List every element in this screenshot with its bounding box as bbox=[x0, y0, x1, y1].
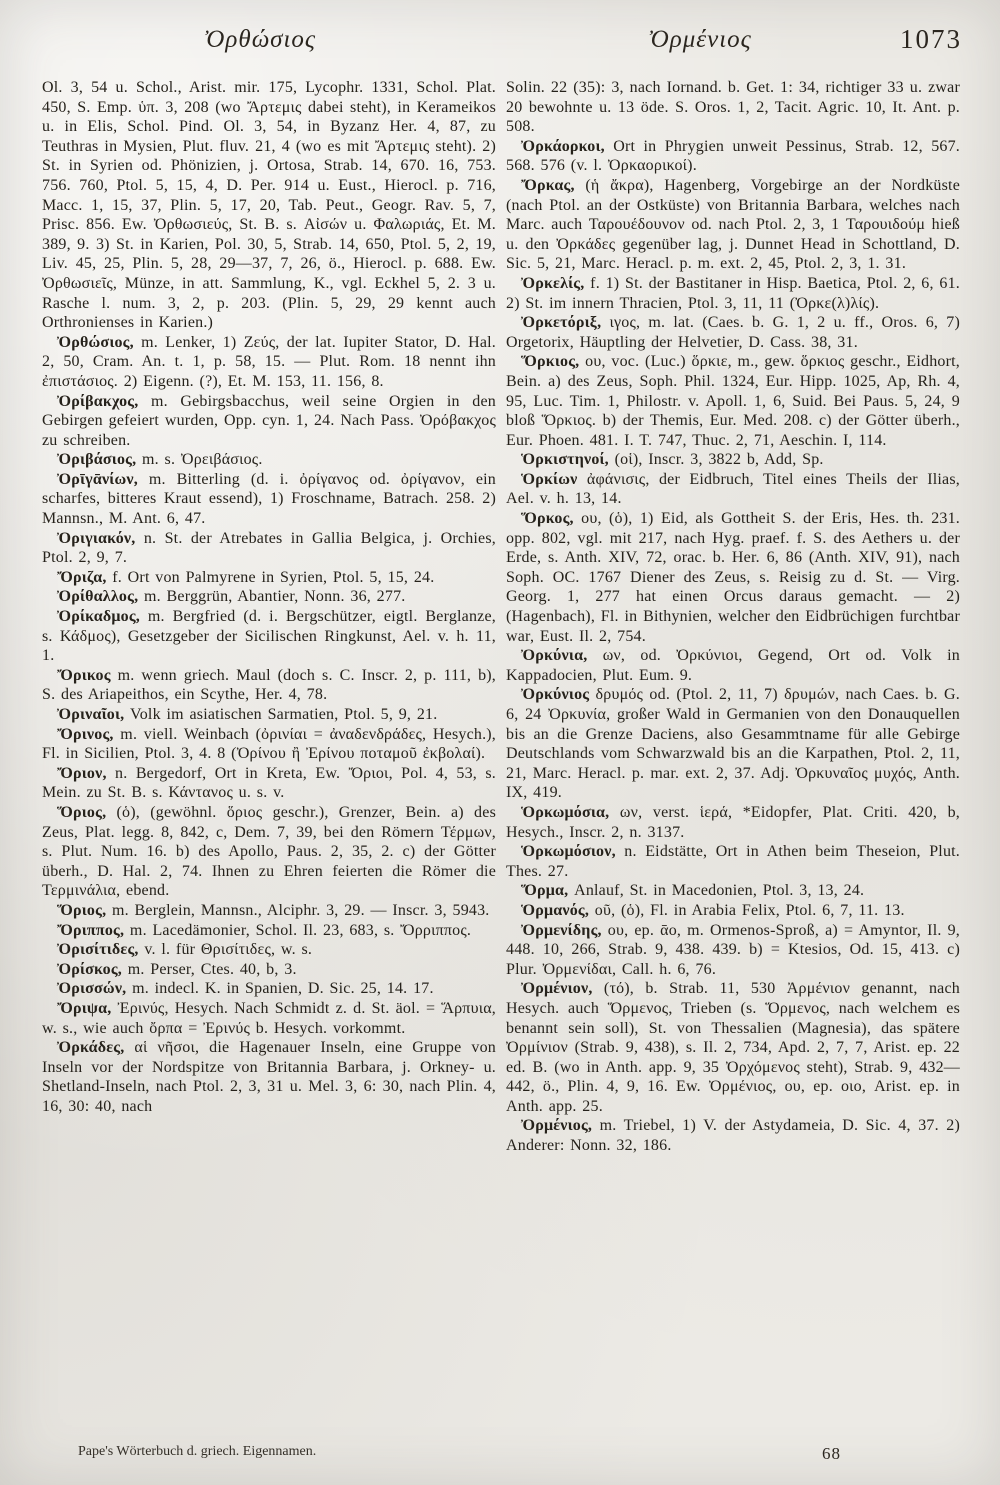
entry-headword: Ὀρίβακχος, bbox=[57, 392, 139, 410]
dictionary-entry: Ὀρκάδες, αἱ νῆσοι, die Hagenauer Inseln, eine Gruppe von Inseln vor der Nordspitze von Britannia Barbara, j. Orkney- u. Shetland-Inseln, nach Ptol. 2, 3, 31 u. Mel. 3, 6: 30, nach Plin. 4, 16, 30: 40, nach bbox=[42, 1039, 496, 1115]
dictionary-entry: Ὀρίθαλλος, m. Berggrün, Abantier, Nonn. 36, 277. bbox=[57, 588, 406, 606]
entry-headword: Ὀριγιακόν, bbox=[57, 529, 136, 547]
entry-headword: Ὀρίκαδμος, bbox=[57, 608, 141, 626]
dictionary-entry: Ὀρίσκος, m. Perser, Ctes. 40, b, 3. bbox=[57, 960, 297, 978]
entry-headword: Ὄρινος, bbox=[57, 725, 114, 743]
entry-headword: Ὀρκελίς, bbox=[521, 274, 585, 292]
dictionary-entry: Ὅριος, (ὁ), (gewöhnl. ὅριος geschr.), Grenzer, Bein. a) des Zeus, Plat. legg. 8, 842, c, Dem. 7, 39, bei den Römern Τέρμων, s. Plut. Num. 16. b) des Apollo, Paus. 2, 35, 2. c) der Götter überh., D. Hal. 2, 74. Ihnen zu Ehren feierten die Römer die Τερμινάλια, ebend. bbox=[42, 803, 496, 900]
entry-headword: Ὀρμένιος, bbox=[521, 1117, 593, 1135]
entry-headword: Ὀρισίτιδες, bbox=[57, 941, 139, 959]
dictionary-entry: Ὀρκετόριξ, ιγος, m. lat. (Caes. b. G. 1, 2 u. ff., Oros. 6, 7) Orgetorix, Häuptling der Helvetier, D. Cass. 38, 31. bbox=[506, 314, 960, 351]
dictionary-entry: Ὀριβάσιος, m. s. Ὀρειβάσιος. bbox=[57, 451, 263, 469]
sheet-signature-number: 68 bbox=[822, 1444, 841, 1463]
dictionary-entry: Ὀρῑγᾱνίων, m. Bitterling (d. i. ὀρίγανος od. ὀρίγανον, ein scharfes, bitteres Kraut essend), 1) Froschname, Batrach. 258. 2) Mannsn., M. Ant. 6, 47. bbox=[42, 470, 496, 528]
entry-headword: Ὀρθώσιος, bbox=[57, 333, 134, 351]
entry-headword: Ὀρκάδες, bbox=[57, 1039, 125, 1057]
dictionary-entry: Ὅριος, m. Berglein, Mannsn., Alciphr. 3, 29. — Inscr. 3, 5943. bbox=[57, 901, 490, 919]
entry-headword: Ὅρκος, bbox=[521, 510, 574, 528]
entry-headword: Ὅρμα, bbox=[521, 882, 569, 900]
dictionary-entry: Ὄρκας, (ἡ ἄκρα), Hagenberg, Vorgebirge an der Nordküste (nach Ptol. an der Ostküste) von Britannia Barbara, welches nach Marc. auch Ταρουέδουνον od. nach Ptol. 2, 3, 1 Ταρουιδούμ hieß u. den Ὀρκάδες gegenüber lag, j. Dunnet Head in Schottland, D. Sic. 5, 21, Marc. Heracl. p. m. ext. 2, 45, Ptol. 2, 3, 1. 31. bbox=[506, 176, 960, 273]
entry-headword: Ὁρκίων bbox=[521, 470, 578, 488]
dictionary-entry: Ὀριγιακόν, n. St. der Atrebates in Gallia Belgica, j. Orchies, Ptol. 2, 9, 7. bbox=[42, 529, 496, 567]
entry-headword: Ὁρμανός, bbox=[521, 901, 590, 919]
footer-imprint: Pape's Wörterbuch d. griech. Eigennamen. bbox=[78, 1444, 317, 1459]
dictionary-entry: Ὀρισίτιδες, v. l. für Θρισίτιδες, w. s. bbox=[57, 941, 313, 959]
entry-headword: Ὄρκας, bbox=[521, 176, 575, 194]
dictionary-entry: Ὀρίβακχος, m. Gebirgsbacchus, weil seine Orgien in den Gebirgen gefeiert wurden, Opp. cyn. 1, 24. Nach Pass. Ὀρόβακχος zu schreiben. bbox=[42, 392, 496, 449]
dictionary-entry: Ὀρθώσιος, m. Lenker, 1) Ζεύς, der lat. Iupiter Stator, D. Hal. 2, 50, Cram. An. t. 1, p. 58, 15. — Plut. Rom. 18 nennt ihn ἐπιστάσιος. 2) Eigenn. (?), Et. M. 153, 11. 156, 8. bbox=[42, 333, 496, 390]
dictionary-entry: Ὀρμενίδης, ου, ep. ᾱο, m. Ormenos-Sproß, a) = Amyntor, Il. 9, 448. 10, 266, Strab. 9, 438. 439. b) = Ktesios, Od. 15, 413. c) Plur. Ὀρμενίδαι, Call. h. 6, 76. bbox=[506, 921, 960, 978]
dictionary-entry: Ὀρκάορκοι, Ort in Phrygien unweit Pessinus, Strab. 12, 567. 568. 576 (v. l. Ὀρκαορικοί). bbox=[506, 137, 960, 175]
entry-headword: Ὅριος, bbox=[57, 803, 107, 821]
running-head-right: Ὀρμένιος bbox=[648, 26, 752, 53]
dictionary-entry: Ὀρμένιον, (τό), b. Strab. 11, 530 Ἀρμένιον genannt, nach Hesych. auch Ὅρμενος, Trieben (s. Ὅρμενος, nach welchem es benannt sein soll), St. von Thessalien (Magnesia), das spätere Ὀρμίνιον (Strab. 9, 438), s. Il. 2, 734, Apd. 2, 7, 7, Arist. ep. 22 ed. B. (wo in Anth. app. 9, 35 Ὀρχόμενος steht), Strab. 9, 432—442, ö., Plin. 4, 9, 16. Ew. Ὀρμένιος, ου, ep. οιο, Arist. ep. in Anth. app. 25. bbox=[506, 980, 960, 1115]
dictionary-entry: Ὀρίκαδμος, m. Bergfried (d. i. Bergschützer, eigtl. Berglanze, s. Κάδμος), Gesetzgeber der Sicilischen Ringkunst, Ael. v. h. 11, 1. bbox=[42, 608, 496, 665]
dictionary-entry: Ὄριππος, m. Lacedämonier, Schol. Il. 23, 683, s. Ὄρριππος. bbox=[57, 921, 472, 939]
dictionary-entry: Ὄρικος m. wenn griech. Maul (doch s. C. Inscr. 2, p. 111, b), S. des Ariapeithos, ein Scythe, Her. 4, 78. bbox=[42, 666, 496, 704]
entry-headword: Ὄρικος bbox=[57, 666, 111, 684]
entry-headword: Ὁρκιστηνοί, bbox=[521, 451, 609, 469]
dictionary-entry: Ὅρμα, Anlauf, St. in Macedonien, Ptol. 3, 13, 24. bbox=[521, 882, 865, 900]
entry-headword: Ὀρκάορκοι, bbox=[521, 137, 605, 155]
dictionary-entry: Ὁρκωμόσιον, n. Eidstätte, Ort in Athen beim Theseion, Plut. Thes. 27. bbox=[506, 843, 960, 880]
dictionary-entry: Ὁρμανός, οῦ, (ὁ), Fl. in Arabia Felix, Ptol. 6, 7, 11. 13. bbox=[521, 901, 905, 919]
dictionary-entry: Ὄριψα, Ἐρινύς, Hesych. Nach Schmidt z. d. St. äol. = Ἅρπυια, w. s., wie auch ὄρπα = Ἐρινύς b. Hesych. vorkommt. bbox=[42, 999, 496, 1037]
dictionary-entry: Ὄριον, n. Bergedorf, Ort in Kreta, Ew. Ὄριοι, Pol. 4, 53, s. Mein. zu St. B. s. Κάντανος u. s. v. bbox=[42, 764, 496, 802]
continuation-paragraph: Solin. 22 (35): 3, nach Iornand. b. Get. 1: 34, richtiger 33 u. zwar 20 bewohnte u. 13 öde. S. Oros. 1, 2, Tacit. Agric. 10, It. Ant. p. 508. bbox=[506, 79, 960, 136]
entry-headword: Ὅρκιος, bbox=[521, 353, 580, 371]
entry-headword: Ὁρκωμόσια, bbox=[521, 803, 610, 821]
dictionary-entry: Ὁρκίων ἀφάνισις, der Eidbruch, Titel eines Theils der Ilias, Ael. v. h. 13, 14. bbox=[506, 470, 960, 508]
left-column bbox=[42, 78, 496, 1450]
continuation-paragraph: Ol. 3, 54 u. Schol., Arist. mir. 175, Lycophr. 1331, Schol. Plat. 450, S. Emp. ὑπ. 3, 208 (wo Ἄρτεμις dabei steht), in Kerameikos u. in Elis, Schol. Pind. Ol. 3, 54, in Byzanz Her. 4, 87, zu Teuthras in Mysien, Plut. fluv. 21, 4 (wo es mit Ἄρτεμις steht). 2) St. in Syrien od. Phönizien, j. Ortosa, Strab. 14, 670. 16, 753. 756. 760, Ptol. 5, 15, 4, D. Per. 914 u. Eust., Hierocl. p. 716, Macc. 1, 15, 37, Plin. 5, 17, 20, Tab. Peut., Geogr. Rav. 5, 7, Prisc. 856. Ew. Ὀρθωσιεύς, St. B. s. Αἰσών u. Φαλωριάς, Et. M. 389, 9. 3) St. in Karien, Pol. 30, 5, Strab. 14, 650, Ptol. 5, 2, 19, Liv. 45, 25, Plin. 5, 28, 29—37, 7, 26, ö., Hierocl. p. 688. Ew. Ὀρθωσιεῖς, Münze, in att. Sammlung, K., vgl. Eckhel 5, 2. 3 u. Rasche l. num. 3, 2, p. 203. (Plin. 5, 29, 29 kennt auch Orthronienses in Karien.) bbox=[42, 79, 496, 332]
dictionary-entry: Ὀρμένιος, m. Triebel, 1) V. der Astydameia, D. Sic. 4, 37. 2) Anderer: Nonn. 32, 186. bbox=[506, 1117, 960, 1155]
entry-headword: Ὄριον, bbox=[57, 764, 107, 782]
right-column bbox=[506, 78, 960, 1450]
entry-headword: Ὀρμενίδης, bbox=[521, 921, 602, 939]
entry-headword: Ὀρκετόριξ, bbox=[521, 314, 602, 332]
running-head-left: Ὀρθώσιος bbox=[203, 26, 317, 53]
dictionary-entry: Ὀρκύνιος δρυμός od. (Ptol. 2, 11, 7) δρυμών, nach Caes. b. G. 6, 24 Ὀρκυνία, großer Wald in Germanien von den Donauquellen bis an die Grenze Daciens, also Gesammtname für alle Gebirge Deutschlands vom Schwarzwald bis an die Karpathen, Ptol. 2, 11, 21, Marc. Heracl. p. mar. ext. 2, 37. Adj. Ὀρκυναῖος μυχός, Anth. IX, 419. bbox=[506, 686, 960, 802]
entry-headword: Ὀρίθαλλος, bbox=[57, 588, 139, 606]
entry-headword: Ὀρκύνιος bbox=[521, 686, 590, 704]
dictionary-entry: Ὀρισσών, m. indecl. K. in Spanien, D. Sic. 25, 14. 17. bbox=[57, 980, 434, 998]
entry-headword: Ὀριναῖοι, bbox=[57, 706, 125, 723]
entry-headword: Ὀρισσών, bbox=[57, 980, 127, 998]
dictionary-entry: Ὁρκιστηνοί, (οἱ), Inscr. 3, 3822 b, Add, Sp. bbox=[521, 451, 824, 469]
entry-headword: Ὄριππος, bbox=[57, 921, 125, 939]
entry-headword: Ὁρκωμόσιον, bbox=[521, 843, 616, 861]
entry-headword: Ὀρμένιον, bbox=[521, 980, 593, 998]
dictionary-entry: Ὁρκωμόσια, ων, verst. ἱερά, *Eidopfer, Plat. Criti. 420, b, Hesych., Inscr. 2, n. 3137. bbox=[506, 803, 960, 841]
dictionary-entry: Ὄριζα, f. Ort von Palmyrene in Syrien, Ptol. 5, 15, 24. bbox=[57, 568, 435, 586]
entry-headword: Ὀριβάσιος, bbox=[57, 451, 137, 469]
dictionary-entry: Ὄρινος, m. viell. Weinbach (ὀρινίαι = ἀναδενδράδες, Hesych.), Fl. in Sicilien, Ptol. 3, 4. 8 (Ὀρίνου ἢ Ἐρίνου ποταμοῦ ἐκβολαί). bbox=[42, 725, 496, 763]
entry-headword: Ὀρκύνια, bbox=[521, 647, 588, 665]
dictionary-entry: Ὅρκιος, ου, voc. (Luc.) ὅρκιε, m., gew. ὅρκιος geschr., Eidhort, Bein. a) des Zeus, Soph. Phil. 1324, Eur. Hipp. 1025, Ap, Rh. 4, 95, Luc. Tim. 1, Philostr. v. Apoll. 1, 6, Suid. Bei Paus. 5, 24, 9 bloß Ὅρκιος. b) der Themis, Eur. Med. 208. c) der Götter überh., Eur. Phoen. 481. I. T. 747, Thuc. 2, 71, Aeschin. I, 114. bbox=[506, 353, 960, 449]
entry-headword: Ὄριζα, bbox=[57, 568, 107, 586]
dictionary-entry: Ὀρκύνια, ων, od. Ὀρκύνιοι, Gegend, Ort od. Volk in Kappadocien, Plut. Eum. 9. bbox=[506, 647, 960, 684]
entry-headword: Ὀρίσκος, bbox=[57, 960, 123, 978]
page-number: 1073 bbox=[900, 24, 962, 54]
dictionary-entry: Ὀριναῖοι, Volk im asiatischen Sarmatien, Ptol. 5, 9, 21. bbox=[57, 706, 438, 723]
dictionary-entry: Ὅρκος, ου, (ὁ), 1) Eid, als Gottheit S. der Eris, Hes. th. 231. opp. 802, vgl. mit 217, nach Hyg. praef. f. S. des Aethers u. der Erde, s. Anth. XIV, 72, orac. b. Her. 6, 86 (Anth. XIV, 91), nach Soph. OC. 1767 Diener des Zeus, s. Reisig zu d. St. — Virg. Georg. 1, 277 hat einen Orcus daraus gemacht. — 2) (Hagenbach), Fl. in Bithynien, welcher den Eidbrüchigen furchtbar war, Eust. Il. 2, 754. bbox=[506, 510, 960, 645]
entry-headword: Ὄριψα, bbox=[57, 999, 112, 1017]
entry-headword: Ὅριος, bbox=[57, 901, 107, 919]
dictionary-entry: Ὀρκελίς, f. 1) St. der Bastitaner in Hisp. Baetica, Ptol. 2, 6, 61. 2) St. im innern Thracien, Ptol. 3, 11, 11 (Ὀρκε(λ)λίς). bbox=[506, 274, 960, 312]
entry-headword: Ὀρῑγᾱνίων, bbox=[57, 470, 138, 488]
